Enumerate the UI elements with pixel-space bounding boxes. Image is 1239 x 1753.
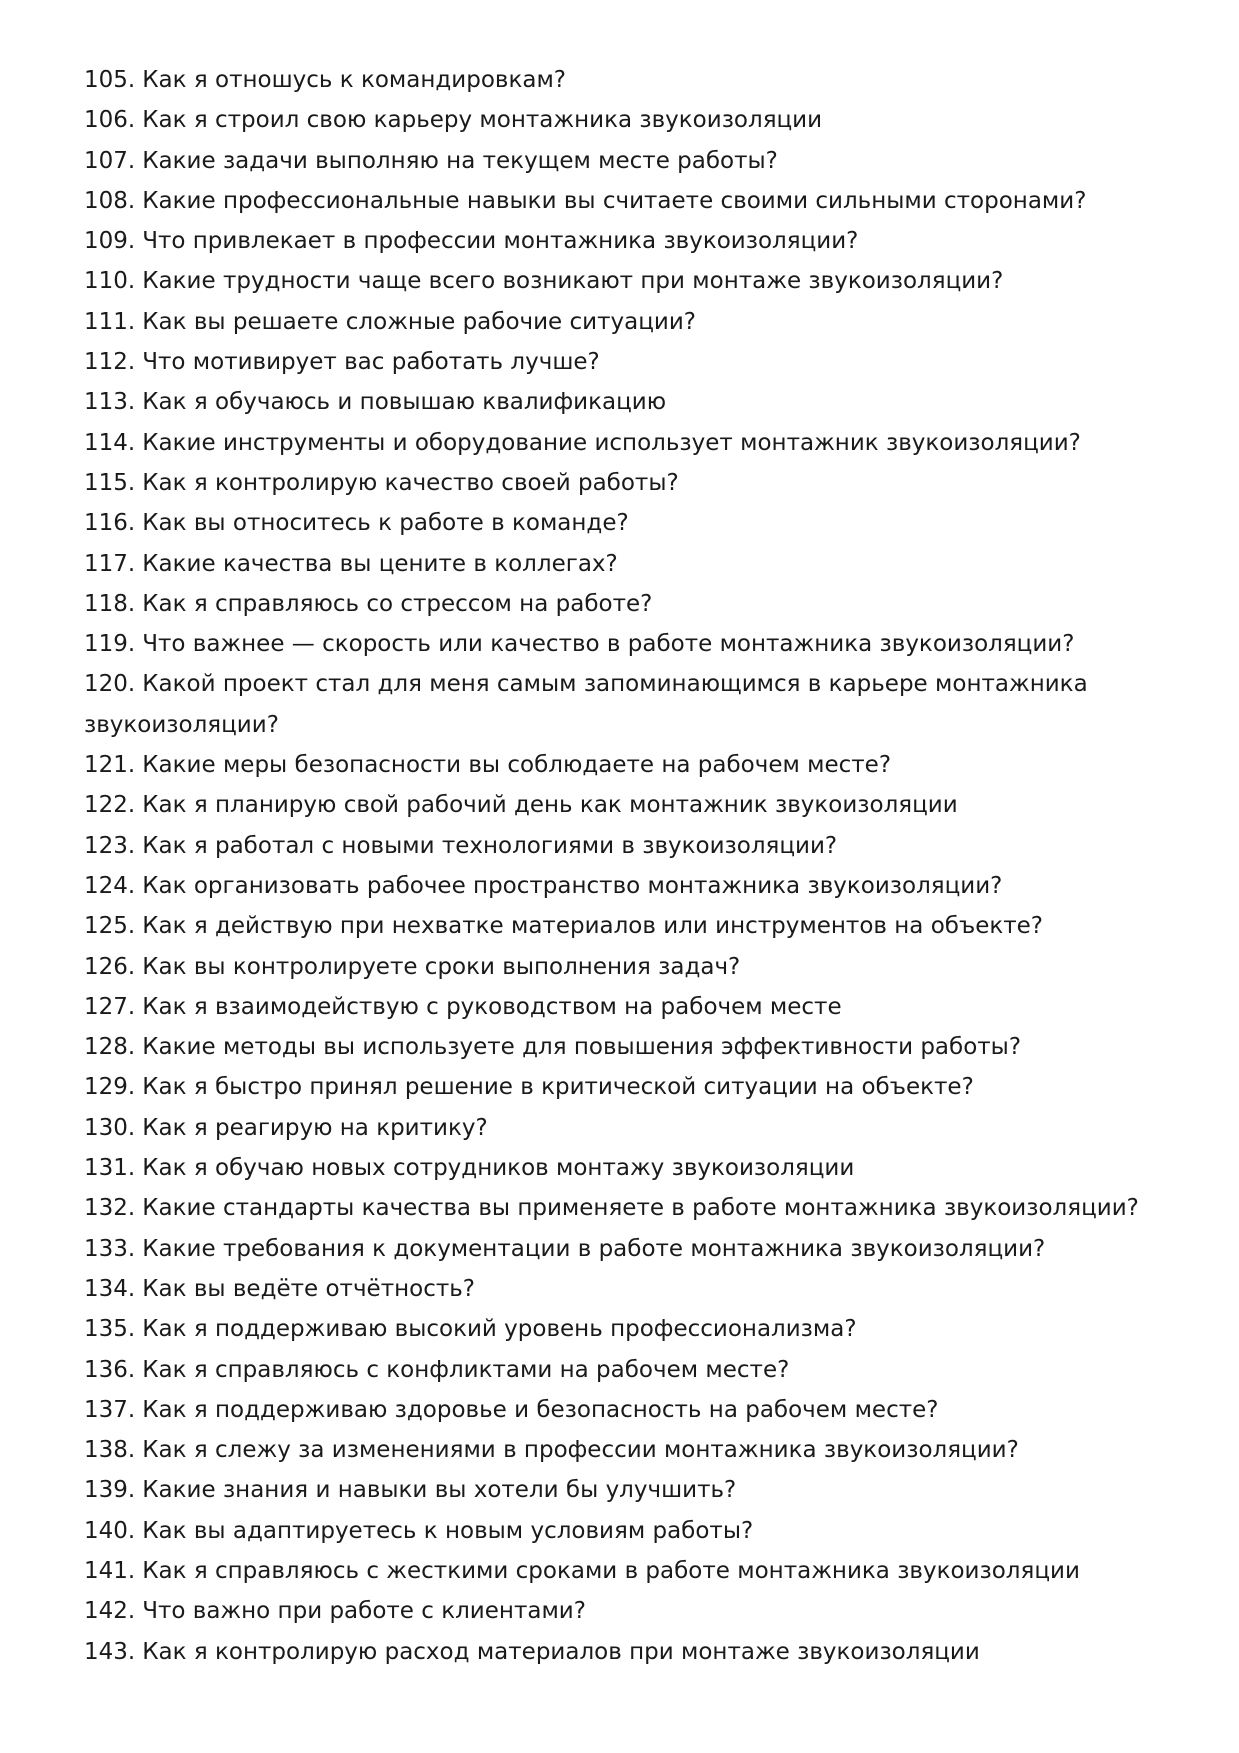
item-text: Что важно при работе с клиентами? (142, 1598, 586, 1625)
item-number: 130. (84, 1114, 136, 1141)
item-text: Какие инструменты и оборудование использует монтажник звукоизоляции? (142, 429, 1081, 456)
item-text: Как вы ведёте отчётность? (142, 1275, 476, 1302)
item-text: Как я обучаюсь и повышаю квалификацию (142, 389, 667, 416)
list-item (84, 544, 1184, 584)
item-number: 113. (84, 389, 136, 416)
item-text: Как я отношусь к командировкам? (142, 67, 567, 93)
item-text: Что мотивирует вас работать лучше? (142, 349, 600, 376)
item-text: Какие трудности чаще всего возникают при монтаже звукоизоляции? (142, 268, 1004, 295)
item-text: Какой проект стал для меня самым запоминающимся в карьере монтажника звукоизоляции? (84, 671, 1088, 738)
item-number: 135. (84, 1316, 136, 1343)
item-number: 120. (84, 671, 136, 698)
item-text: Как я справляюсь со стрессом на работе? (142, 590, 653, 617)
item-text: Как я строил свою карьеру монтажника звукоизоляции (142, 107, 823, 134)
item-number: 114. (84, 429, 136, 456)
item-text: Какие профессиональные навыки вы считаете своими сильными сторонами? (142, 187, 1087, 214)
item-text: Как я поддерживаю здоровье и безопасность на рабочем месте? (142, 1396, 939, 1423)
list-item (84, 826, 1184, 866)
item-text: Как я справляюсь с жесткими сроками в работе монтажника звукоизоляции (142, 1557, 1080, 1584)
item-text: Какие методы вы используете для повышения эффективности работы? (142, 1034, 1022, 1061)
item-number: 119. (84, 631, 136, 658)
item-text: Как вы контролируете сроки выполнения задач? (142, 953, 741, 980)
list-item (84, 624, 1184, 664)
item-number: 106. (84, 107, 136, 134)
item-number: 136. (84, 1356, 136, 1383)
item-number: 109. (84, 228, 136, 255)
item-number: 137. (84, 1396, 136, 1423)
item-text: Какие задачи выполняю на текущем месте работы? (142, 147, 778, 174)
item-text: Какие знания и навыки вы хотели бы улучшить? (142, 1477, 737, 1504)
item-text: Как вы относитесь к работе в команде? (142, 510, 629, 537)
list-item (84, 60, 1184, 100)
list-item (84, 866, 1184, 906)
item-text: Как я контролирую качество своей работы? (142, 469, 679, 496)
item-text: Как организовать рабочее пространство монтажника звукоизоляции? (142, 872, 1003, 899)
list-item (84, 1108, 1184, 1148)
list-item (84, 1470, 1184, 1510)
item-number: 116. (84, 510, 136, 537)
item-text: Как вы решаете сложные рабочие ситуации? (142, 308, 696, 335)
item-number: 143. (84, 1638, 136, 1665)
list-item (84, 1229, 1184, 1269)
item-text: Как я планирую свой рабочий день как монтажник звукоизоляции (142, 792, 958, 819)
item-number: 118. (84, 590, 136, 617)
item-text: Что важнее — скорость или качество в работе монтажника звукоизоляции? (142, 631, 1075, 658)
list-item (84, 1551, 1184, 1591)
list-item (84, 906, 1184, 946)
item-number: 121. (84, 752, 136, 779)
item-number: 140. (84, 1517, 136, 1544)
item-text: Как я реагирую на критику? (142, 1114, 488, 1141)
list-item (84, 423, 1184, 463)
list-item (84, 382, 1184, 422)
item-number: 123. (84, 832, 136, 859)
item-text: Как я обучаю новых сотрудников монтажу звукоизоляции (142, 1155, 855, 1182)
list-item (84, 1511, 1184, 1551)
list-item (84, 302, 1184, 342)
item-number: 133. (84, 1235, 136, 1262)
item-text: Как я контролирую расход материалов при монтаже звукоизоляции (142, 1638, 980, 1665)
item-text: Как я слежу за изменениями в профессии монтажника звукоизоляции? (142, 1437, 1019, 1464)
item-number: 117. (84, 550, 136, 577)
list-item (84, 342, 1184, 382)
item-number: 126. (84, 953, 136, 980)
item-number: 111. (84, 308, 136, 335)
item-number: 139. (84, 1477, 136, 1504)
item-number: 105. (84, 67, 136, 93)
item-text: Как я поддерживаю высокий уровень профессионализма? (142, 1316, 857, 1343)
item-number: 138. (84, 1437, 136, 1464)
item-text: Как я действую при нехватке материалов или инструментов на объекте? (142, 913, 1044, 940)
list-item (84, 1350, 1184, 1390)
list-item (84, 221, 1184, 261)
item-number: 128. (84, 1034, 136, 1061)
list-item (84, 141, 1184, 181)
item-number: 107. (84, 147, 136, 174)
list-item (84, 785, 1184, 825)
list-item (84, 181, 1184, 221)
list-item (84, 1188, 1184, 1228)
item-number: 134. (84, 1275, 136, 1302)
question-list (84, 60, 1184, 1672)
list-item (84, 1591, 1184, 1631)
list-item (84, 1632, 1184, 1672)
item-number: 142. (84, 1598, 136, 1625)
item-number: 127. (84, 993, 136, 1020)
list-item (84, 1269, 1184, 1309)
item-number: 129. (84, 1074, 136, 1101)
list-item (84, 745, 1184, 785)
item-text: Какие требования к документации в работе монтажника звукоизоляции? (142, 1235, 1046, 1262)
list-item (84, 503, 1184, 543)
list-item (84, 947, 1184, 987)
item-number: 131. (84, 1155, 136, 1182)
list-item (84, 1430, 1184, 1470)
list-item (84, 664, 1184, 745)
item-text: Как я справляюсь с конфликтами на рабочем месте? (142, 1356, 790, 1383)
list-item (84, 100, 1184, 140)
list-item (84, 1148, 1184, 1188)
item-text: Что привлекает в профессии монтажника звукоизоляции? (142, 228, 859, 255)
list-item (84, 1390, 1184, 1430)
item-text: Какие качества вы цените в коллегах? (142, 550, 618, 577)
item-text: Как я взаимодействую с руководством на рабочем месте (142, 993, 842, 1020)
list-item (84, 987, 1184, 1027)
item-number: 110. (84, 268, 136, 295)
item-number: 115. (84, 469, 136, 496)
list-item (84, 1309, 1184, 1349)
list-item (84, 463, 1184, 503)
list-item (84, 1027, 1184, 1067)
list-item (84, 261, 1184, 301)
item-text: Какие меры безопасности вы соблюдаете на рабочем месте? (142, 752, 892, 779)
item-number: 122. (84, 792, 136, 819)
list-item (84, 1067, 1184, 1107)
item-number: 141. (84, 1557, 136, 1584)
item-number: 125. (84, 913, 136, 940)
list-item (84, 584, 1184, 624)
item-number: 112. (84, 349, 136, 376)
item-text: Как вы адаптируетесь к новым условиям работы? (142, 1517, 754, 1544)
item-number: 108. (84, 187, 136, 214)
item-text: Как я работал с новыми технологиями в звукоизоляции? (142, 832, 838, 859)
item-number: 124. (84, 872, 136, 899)
item-number: 132. (84, 1195, 136, 1222)
item-text: Какие стандарты качества вы применяете в работе монтажника звукоизоляции? (142, 1195, 1139, 1222)
item-text: Как я быстро принял решение в критической ситуации на объекте? (142, 1074, 974, 1101)
